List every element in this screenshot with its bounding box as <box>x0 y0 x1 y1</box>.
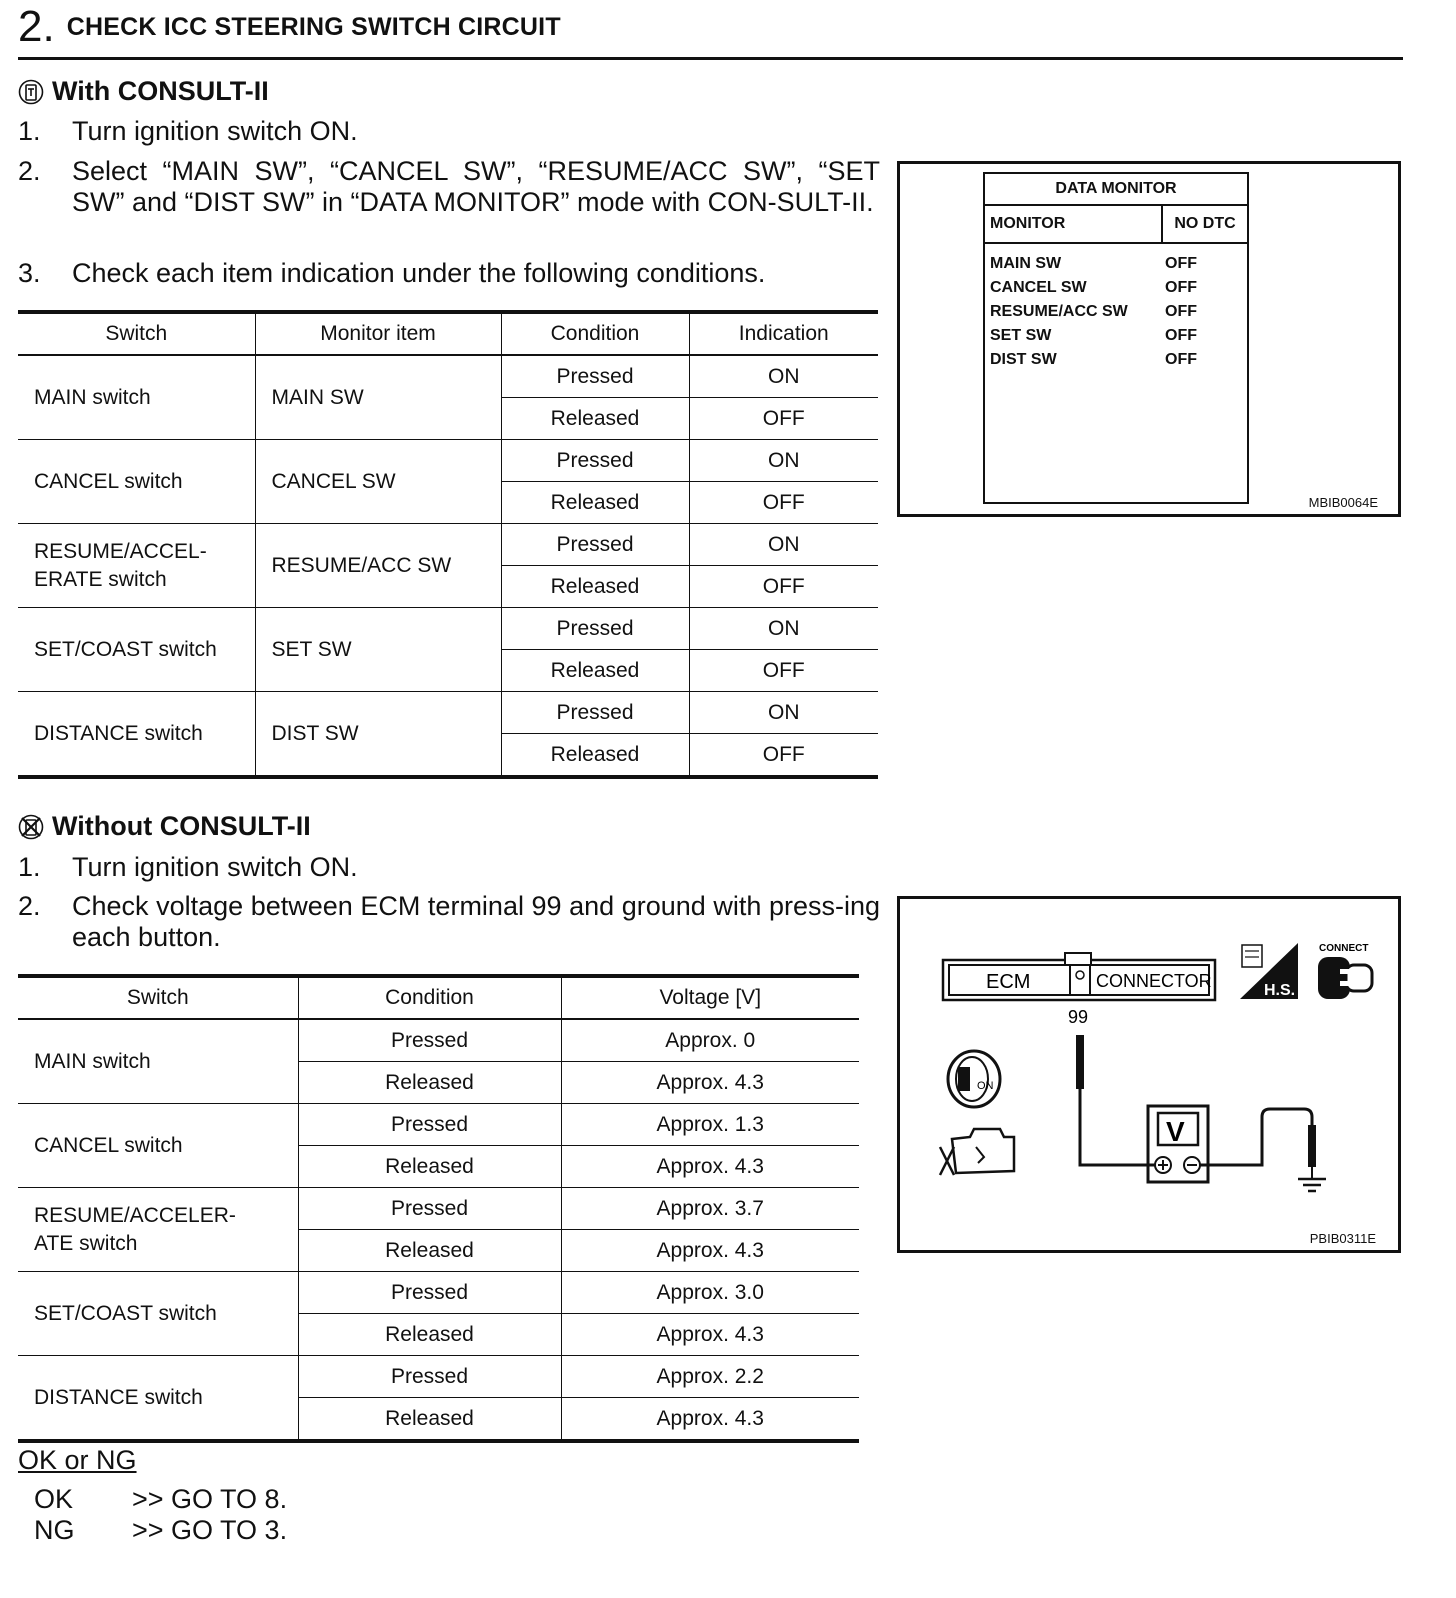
column-header: Indication <box>689 312 878 355</box>
with-consult-title: With CONSULT-II <box>52 76 269 106</box>
table-row: CANCEL switch CANCEL SW Pressed ON <box>18 440 878 482</box>
table-row: Released OFF <box>18 482 878 524</box>
page-title: CHECK ICC STEERING SWITCH CIRCUIT <box>66 12 561 41</box>
data-monitor-screen <box>983 172 1249 504</box>
table-row: Released OFF <box>18 650 878 692</box>
data-monitor-title: DATA MONITOR <box>985 174 1247 206</box>
table-row: MAIN switch MAIN SW Pressed ON <box>18 355 878 398</box>
consult-monitor-table <box>18 310 878 779</box>
table-header-row <box>18 976 859 1019</box>
table-header-row <box>18 312 878 355</box>
without-consult-heading <box>18 811 311 842</box>
table-row: MAIN switch Pressed Approx. 0 <box>18 1019 859 1062</box>
ignition-key-icon <box>948 1051 1000 1107</box>
ignition-on-label: ON <box>977 1080 994 1092</box>
hs-label: H.S. <box>1264 982 1296 999</box>
list-item: CANCEL SW OFF <box>990 279 1197 296</box>
table-row: Released Approx. 4.3 <box>18 1146 859 1188</box>
list-item: 3. Check each item indication under the following conditions. <box>18 258 766 288</box>
engine-icon <box>940 1129 1014 1175</box>
no-tester-icon <box>18 814 44 840</box>
list-item: 2. Check voltage between ECM terminal 99 and ground with press-ing each button. <box>18 891 880 952</box>
list-item: 1. Turn ignition switch ON. <box>18 116 358 146</box>
list-item: 2. Select “MAIN SW”, “CANCEL SW”, “RESUME/ACC SW”, “SET SW” and “DIST SW” in “DATA MONITOR” mode with CON-SULT-II. <box>18 156 880 217</box>
result-heading: OK or NG <box>18 1445 137 1475</box>
list-item: SET SW OFF <box>990 327 1197 344</box>
ground-icon <box>1298 1179 1326 1191</box>
table-row: RESUME/ACCELER- ATE switch Pressed Approx. 3.7 <box>18 1188 859 1230</box>
voltage-table <box>18 974 859 1443</box>
data-monitor-list <box>985 244 1247 372</box>
data-monitor-header: MONITOR NO DTC <box>985 206 1247 244</box>
column-header: Condition <box>501 312 689 355</box>
table-row: RESUME/ACCEL- ERATE switch RESUME/ACC SW Pressed ON <box>18 524 878 566</box>
terminal-label: 99 <box>1068 1007 1089 1027</box>
table-row: Released OFF <box>18 398 878 440</box>
header-divider <box>18 57 1403 60</box>
list-item: MAIN SW OFF <box>990 255 1197 272</box>
column-header: Monitor item <box>255 312 501 355</box>
column-header: Switch <box>18 976 298 1019</box>
table-row: Released Approx. 4.3 <box>18 1230 859 1272</box>
step-header <box>18 0 561 54</box>
step-number: 2. <box>18 2 55 51</box>
list-item: OK >> GO TO 8. <box>34 1484 288 1514</box>
figure-code: PBIB0311E <box>1309 1231 1376 1246</box>
column-header: Switch <box>18 312 255 355</box>
table-row: Released Approx. 4.3 <box>18 1398 859 1442</box>
with-consult-heading <box>18 76 269 107</box>
table-row: Released Approx. 4.3 <box>18 1314 859 1356</box>
connector-label: CONNECTOR <box>1096 971 1212 991</box>
column-header: Condition <box>298 976 561 1019</box>
table-row: DISTANCE switch DIST SW Pressed ON <box>18 692 878 734</box>
table-row: SET/COAST switch Pressed Approx. 3.0 <box>18 1272 859 1314</box>
data-monitor-figure <box>897 161 1401 517</box>
figure-code: MBIB0064E <box>1308 495 1378 510</box>
connect-icon <box>1318 957 1372 999</box>
ecm-voltage-figure <box>897 896 1401 1253</box>
table-row: SET/COAST switch SET SW Pressed ON <box>18 608 878 650</box>
voltmeter-label: V <box>1166 1116 1185 1147</box>
table-row: Released Approx. 4.3 <box>18 1062 859 1104</box>
consult-tester-icon <box>18 79 44 105</box>
connect-label: CONNECT <box>1319 943 1369 954</box>
table-row: DISTANCE switch Pressed Approx. 2.2 <box>18 1356 859 1398</box>
list-item: 1. Turn ignition switch ON. <box>18 852 358 882</box>
table-row: CANCEL switch Pressed Approx. 1.3 <box>18 1104 859 1146</box>
ecm-voltage-diagram <box>900 899 1398 1250</box>
ecm-label: ECM <box>986 971 1031 993</box>
table-row: Released OFF <box>18 566 878 608</box>
without-consult-title: Without CONSULT-II <box>52 811 311 841</box>
table-row: Released OFF <box>18 734 878 778</box>
list-item: RESUME/ACC SW OFF <box>990 303 1197 320</box>
column-header: Voltage [V] <box>561 976 859 1019</box>
list-item: DIST SW OFF <box>990 351 1197 368</box>
list-item: NG >> GO TO 3. <box>34 1515 288 1545</box>
